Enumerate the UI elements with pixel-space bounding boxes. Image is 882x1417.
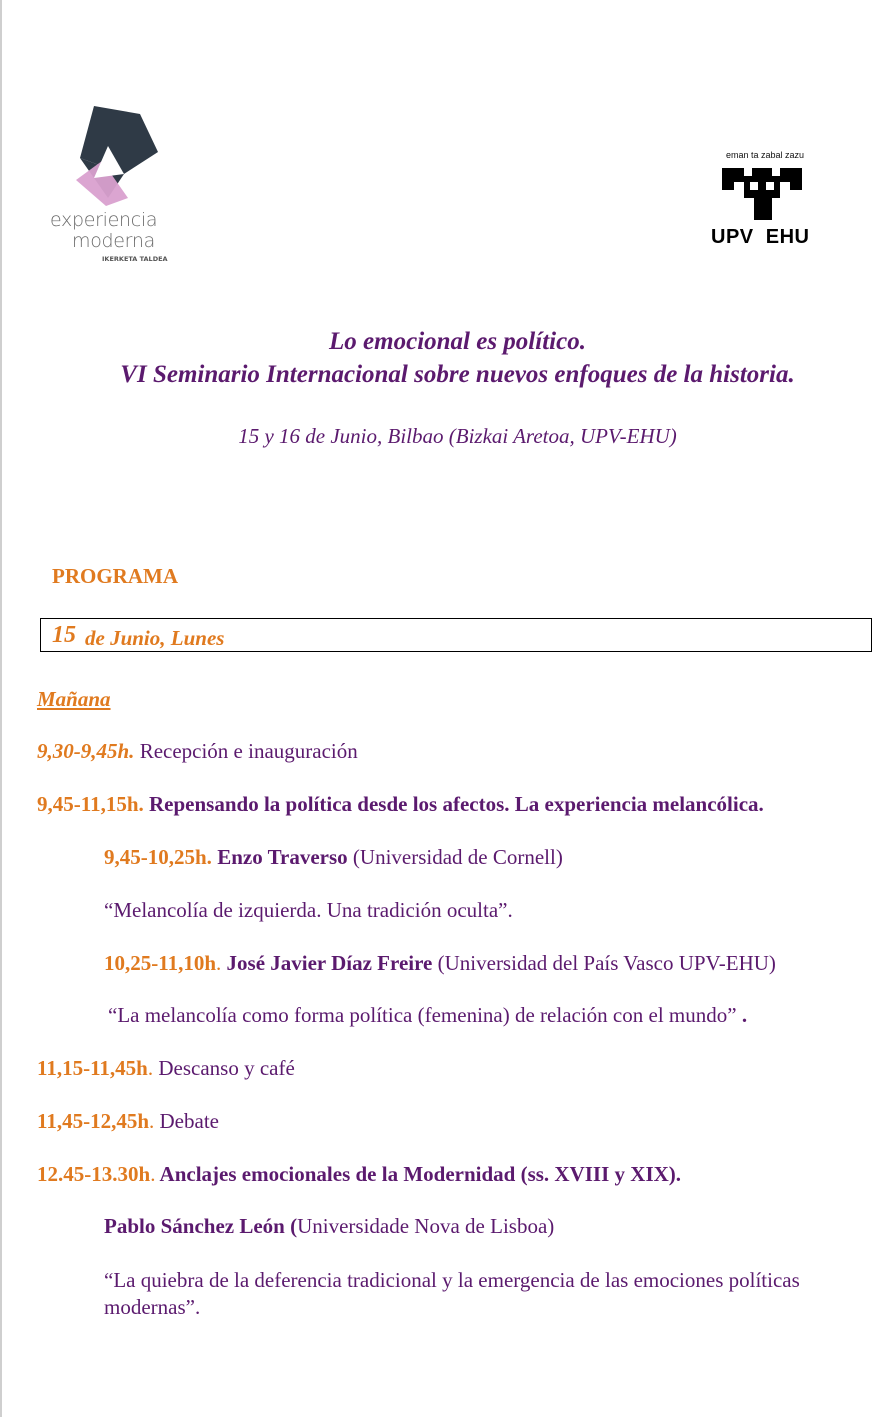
item-time: 9,45-10,25h. [104, 845, 212, 869]
page-edge [0, 0, 2, 1417]
logo-word-moderna: moderna [72, 230, 155, 252]
day-label: de Junio, Lunes [85, 626, 225, 650]
program-item-welcome [37, 739, 358, 764]
item-affiliation: (Universidad de Cornell) [347, 845, 563, 869]
item-text: Debate [154, 1109, 219, 1133]
item-separator: . [150, 1162, 156, 1186]
item-text: “Melancolía de izquierda. Una tradición oculta”. [104, 898, 513, 922]
item-time: 10,25-11,10h [104, 951, 217, 975]
upv-name: UPV EHU [711, 226, 810, 248]
item-text: Anclajes emocionales de la Modernidad (ss. XVIII y XIX). [155, 1162, 682, 1186]
item-text: Recepción e inauguración [134, 739, 358, 763]
program-item-panel-1 [37, 792, 764, 817]
program-heading: PROGRAMA [52, 564, 178, 588]
item-text: Repensando la política desde los afectos. La experiencia melancólica. [143, 792, 764, 816]
upv-ehu-logo [706, 150, 826, 260]
program-item-talk-title-diaz-freire [108, 1003, 747, 1028]
item-time: 11,45-12,45h [37, 1109, 150, 1133]
item-speaker: Pablo Sánchez León ( [104, 1214, 298, 1238]
day-number: 15 [52, 622, 76, 648]
item-time: 11,15-11,45h [37, 1056, 148, 1080]
item-speaker: Enzo Traverso [211, 845, 348, 869]
logo-word-ikerketa: IKERKETA TALDEA [102, 255, 168, 263]
item-separator: . [147, 1056, 154, 1080]
program-item-talk-title-sanchez-leon [104, 1267, 874, 1321]
day-header-box [40, 618, 872, 652]
program-item-talk-title-traverso [104, 898, 513, 923]
program-item-panel-2 [37, 1162, 681, 1187]
item-end: . [741, 1003, 748, 1027]
experiencia-moderna-logo-mark [72, 106, 162, 206]
program-item-talk-diaz-freire [104, 951, 776, 976]
program-item-talk-traverso [104, 845, 563, 870]
program-item-talk-sanchez-leon [104, 1214, 554, 1239]
title-line-2: VI Seminario Internacional sobre nuevos enfoques de la historia. [120, 361, 795, 388]
item-affiliation: Universidade Nova de Lisboa) [297, 1214, 555, 1238]
item-affiliation: (Universidad del País Vasco UPV-EHU) [432, 951, 776, 975]
program-item-break [37, 1056, 295, 1081]
item-time: 12.45-13.30h [37, 1162, 151, 1186]
item-text: “La quiebra de la deferencia tradicional y la emergencia de las emociones políticas modernas”. [104, 1268, 800, 1319]
logo-word-experiencia: experiencia [50, 209, 158, 231]
item-separator: . [149, 1109, 155, 1133]
item-text: Descanso y café [153, 1056, 295, 1080]
title-line-1: Lo emocional es político. [329, 328, 586, 355]
program-item-debate [37, 1109, 219, 1134]
upv-ehu-logo-mark [720, 164, 804, 224]
session-heading: Mañana [37, 687, 111, 711]
item-time: 9,45-11,15h. [37, 792, 144, 816]
item-text: “La melancolía como forma política (femenina) de relación con el mundo” [108, 1003, 742, 1027]
event-dateline: 15 y 16 de Junio, Bilbao (Bizkai Aretoa, UPV-EHU) [238, 424, 677, 448]
item-separator: . [216, 951, 222, 975]
experiencia-moderna-logo [44, 104, 174, 269]
item-speaker: José Javier Díaz Freire [221, 951, 433, 975]
item-time: 9,30-9,45h. [37, 739, 135, 763]
upv-motto: eman ta zabal zazu [726, 150, 805, 160]
